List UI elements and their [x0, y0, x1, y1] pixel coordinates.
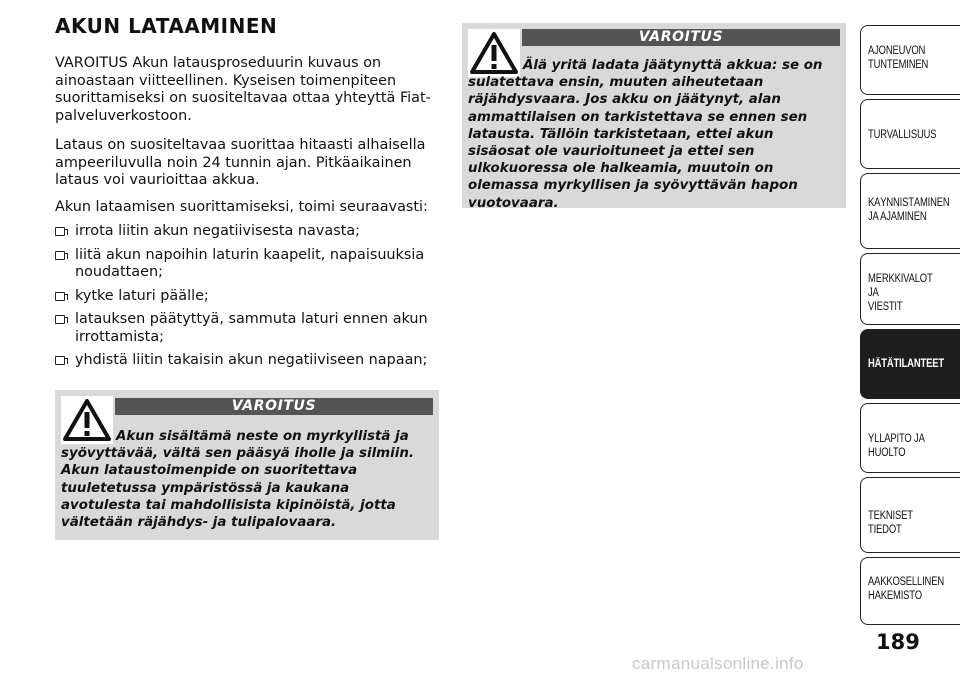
watermark-text: carmanualsonline.info — [632, 654, 804, 673]
tab-turvallisuus[interactable] — [860, 99, 960, 169]
warning-box-acid — [55, 390, 439, 540]
warning-text: Akun sisältämä neste on myrkyllistä ja syövyttävää, vältä sen pääsyä iholle ja silmiin. Akun lataustoimenpide on suoritettava tuuletetussa ympäristössä ja kaukana avotulesta tai mahdollisista kipinöistä, jotta vältetään räjähdys- ja tulipalovaara. — [61, 429, 414, 531]
tab-label: MERKKIVALOT JA VIESTIT — [868, 273, 933, 313]
checkbox-bullet-icon — [55, 292, 65, 301]
step-text: latauksen päätyttyä, sammuta laturi ennen akun irrottamista; — [75, 311, 428, 345]
tab-aakkosellinen-hakemisto[interactable] — [860, 557, 960, 625]
tab-label: HÄTÄTILANTEET — [868, 358, 944, 370]
procedure-intro-paragraph: Akun lataamisen suorittamiseksi, toimi seuraavasti: — [55, 199, 428, 215]
step-text: irrota liitin akun negatiivisesta navasta; — [75, 223, 361, 239]
list-item — [55, 288, 435, 306]
checkbox-bullet-icon — [55, 356, 65, 365]
checkbox-bullet-icon — [55, 251, 65, 260]
charging-advice-paragraph: Lataus on suositeltavaa suorittaa hitaasti alhaisella ampeeriluvulla noin 24 tunnin ajan. Pitkäaikainen lataus voi vaurioittaa akkua. — [55, 137, 426, 188]
page-title: AKUN LATAAMINEN — [55, 14, 278, 38]
list-item — [55, 247, 435, 282]
tab-merkkivalot[interactable] — [860, 253, 960, 325]
tab-label: KÄYNNISTÄMINEN JA AJAMINEN — [868, 197, 950, 223]
list-item — [55, 223, 435, 241]
procedure-steps-list — [55, 223, 435, 376]
checkbox-bullet-icon — [55, 227, 65, 236]
tab-kaynnistaminen[interactable] — [860, 173, 960, 249]
tab-yllapito-ja-huolto[interactable] — [860, 403, 960, 473]
warning-box-frozen-battery — [462, 23, 846, 211]
tab-label: YLLÄPITO JA HUOLTO — [868, 433, 925, 459]
page-number: 189 — [876, 630, 920, 654]
list-item — [55, 352, 435, 370]
list-item — [55, 311, 435, 346]
tab-label: AAKKOSELLINEN HAKEMISTO — [868, 576, 944, 602]
tab-label: TURVALLISUUS — [868, 129, 937, 141]
warning-header: VAROITUS — [115, 398, 433, 415]
intro-warning-paragraph: VAROITUS Akun latausproseduurin kuvaus on ainoastaan viitteellinen. Kyseisen toimenpiteen suorittamiseksi on suositeltavaa ottaa yhteyttä Fiat-palveluverkostoon. — [55, 55, 431, 124]
warning-text: Älä yritä ladata jäätynyttä akkua: se on sulatettava ensin, muuten aiheutetaan räjähdysvaara. Jos akku on jäätynyt, alan ammattilaisen on tarkistettava se ennen sen latausta. Tällöin tarkistetaan, ettei akun sisäosat ole vaurioituneet ja ettei sen ulkokuoressa ole halkeamia, muutoin on olemassa myrkyllisen ja syövyttävän hapon vuotovaara. — [468, 58, 823, 211]
checkbox-bullet-icon — [55, 315, 65, 324]
tab-tekniset-tiedot[interactable] — [860, 477, 960, 553]
tab-ajoneuvon-tunteminen[interactable] — [860, 25, 960, 95]
warning-header: VAROITUS — [522, 29, 840, 46]
step-text: liitä akun napoihin laturin kaapelit, napaisuuksia noudattaen; — [75, 246, 425, 280]
step-text: kytke laturi päälle; — [75, 287, 209, 304]
tab-hatatilanteet[interactable] — [860, 329, 960, 399]
tab-label: AJONEUVON TUNTEMINEN — [868, 45, 929, 71]
tab-label: TEKNISET TIEDOT — [868, 510, 913, 536]
step-text: yhdistä liitin takaisin akun negatiiviseen napaan; — [75, 352, 428, 368]
